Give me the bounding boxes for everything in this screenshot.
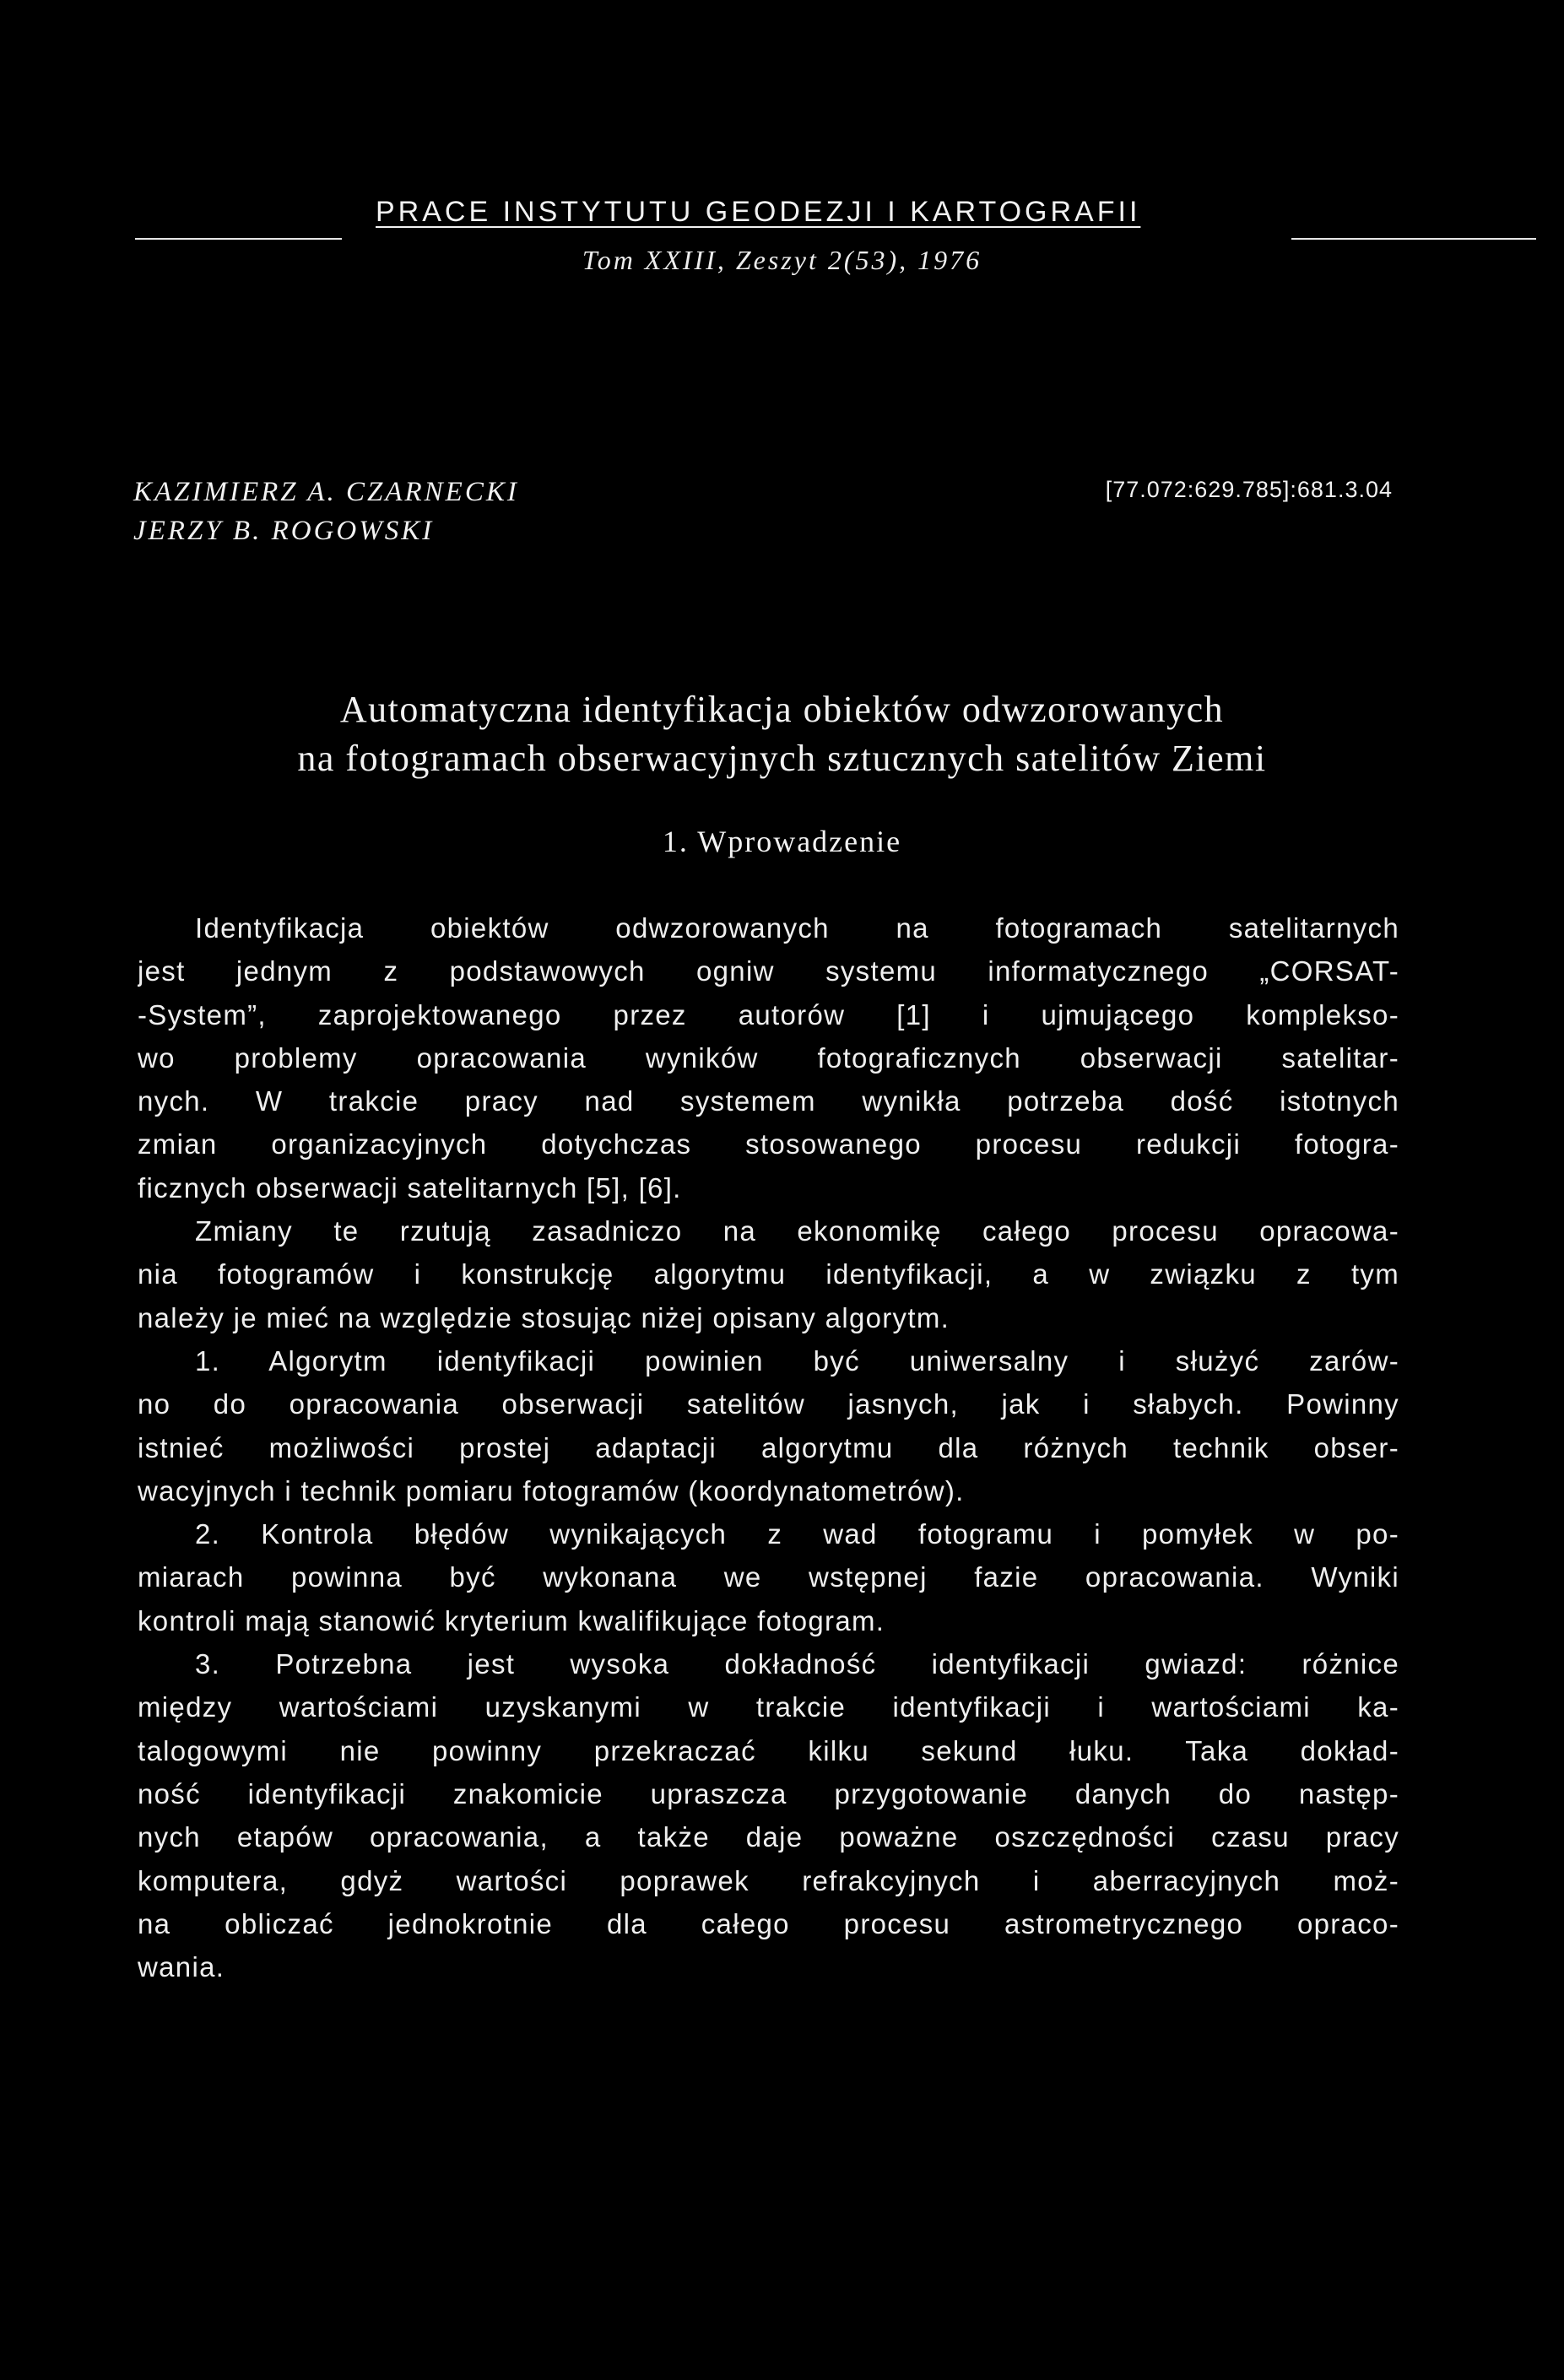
paragraph-line: wania. [138, 1951, 225, 1983]
journal-header [135, 196, 1399, 243]
paragraph-line: wacyjnych i technik pomiaru fotogramów (koordynatometrów). [138, 1474, 965, 1506]
paragraph-line: Zmiany te rzutują zasadniczo na ekonomikę całego procesu opracowa- [195, 1215, 1399, 1247]
paragraph-line: między wartościami uzyskanymi w trakcie identyfikacji i wartościami ka- [138, 1691, 1399, 1723]
paragraph-line: Identyfikacja obiektów odwzorowanych na fotogramach satelitarnych [195, 912, 1399, 944]
udc-classification: [77.072:629.785]:681.3.04 [1105, 477, 1393, 502]
paragraph-line: ficznych obserwacji satelitarnych [5], [6]. [138, 1171, 682, 1204]
paragraph-line: nia fotogramów i konstrukcję algorytmu identyfikacji, a w związku z tym [138, 1258, 1399, 1290]
body-text [138, 906, 1399, 1988]
paragraph-line: miarach powinna być wykonana we wstępnej fazie opracowania. Wyniki [138, 1561, 1399, 1593]
article-title [0, 685, 1564, 783]
title-line: na fotogramach obserwacyjnych sztucznych satelitów Ziemi [297, 738, 1267, 779]
paragraph-line: 1. Algorytm identyfikacji powinien być uniwersalny i służyć zarów- [195, 1344, 1399, 1377]
author-name: KAZIMIERZ A. CZARNECKI [133, 477, 519, 507]
paragraph-line: na obliczać jednokrotnie dla całego procesu astrometrycznego opraco- [138, 1907, 1399, 1939]
paragraph-line: talogowymi nie powinny przekraczać kilku sekund łuku. Taka dokład- [138, 1734, 1399, 1766]
paragraph-line: należy je mieć na względzie stosując niżej opisany algorytm. [138, 1301, 950, 1333]
header-rule-right [1291, 238, 1536, 240]
author-name: JERZY B. ROGOWSKI [133, 516, 435, 546]
paragraph-line: wo problemy opracowania wyników fotograficznych obserwacji satelitar- [138, 1041, 1399, 1074]
paragraph-line: nych. W trakcie pracy nad systemem wynikła potrzeba dość istotnych [138, 1085, 1399, 1117]
paragraph-line: istnieć możliwości prostej adaptacji algorytmu dla różnych technik obser- [138, 1431, 1399, 1463]
journal-title: PRACE INSTYTUTU GEODEZJI I KARTOGRAFII [376, 196, 1141, 228]
paragraph-line: kontroli mają stanowić kryterium kwalifikujące fotogram. [138, 1604, 885, 1636]
paragraph-line: no do opracowania obserwacji satelitów jasnych, jak i słabych. Powinny [138, 1388, 1399, 1420]
header-rule-left [135, 238, 342, 240]
paragraph-line: 2. Kontrola błędów wynikających z wad fotogramu i pomyłek w po- [195, 1518, 1399, 1550]
paragraph-line: ność identyfikacji znakomicie upraszcza przygotowanie danych do następ- [138, 1777, 1399, 1809]
author-list [133, 473, 519, 550]
section-heading: 1. Wprowadzenie [662, 825, 902, 858]
paragraph-line: 3. Potrzebna jest wysoka dokładność identyfikacji gwiazd: różnice [195, 1648, 1399, 1680]
paragraph-line: -System”, zaprojektowanego przez autorów [1] i ujmującego komplekso- [138, 998, 1399, 1030]
paragraph-line: komputera, gdyż wartości poprawek refrakcyjnych i aberracyjnych moż- [138, 1864, 1399, 1896]
paragraph-line: jest jednym z podstawowych ogniw systemu informatycznego „CORSAT- [138, 955, 1399, 987]
journal-volume: Tom XXIII, Zeszyt 2(53), 1976 [582, 245, 982, 275]
paragraph-line: nych etapów opracowania, a także daje poważne oszczędności czasu pracy [138, 1821, 1399, 1853]
title-line: Automatyczna identyfikacja obiektów odwzorowanych [339, 689, 1225, 730]
paragraph-line: zmian organizacyjnych dotychczas stosowanego procesu redukcji fotogra- [138, 1128, 1399, 1160]
